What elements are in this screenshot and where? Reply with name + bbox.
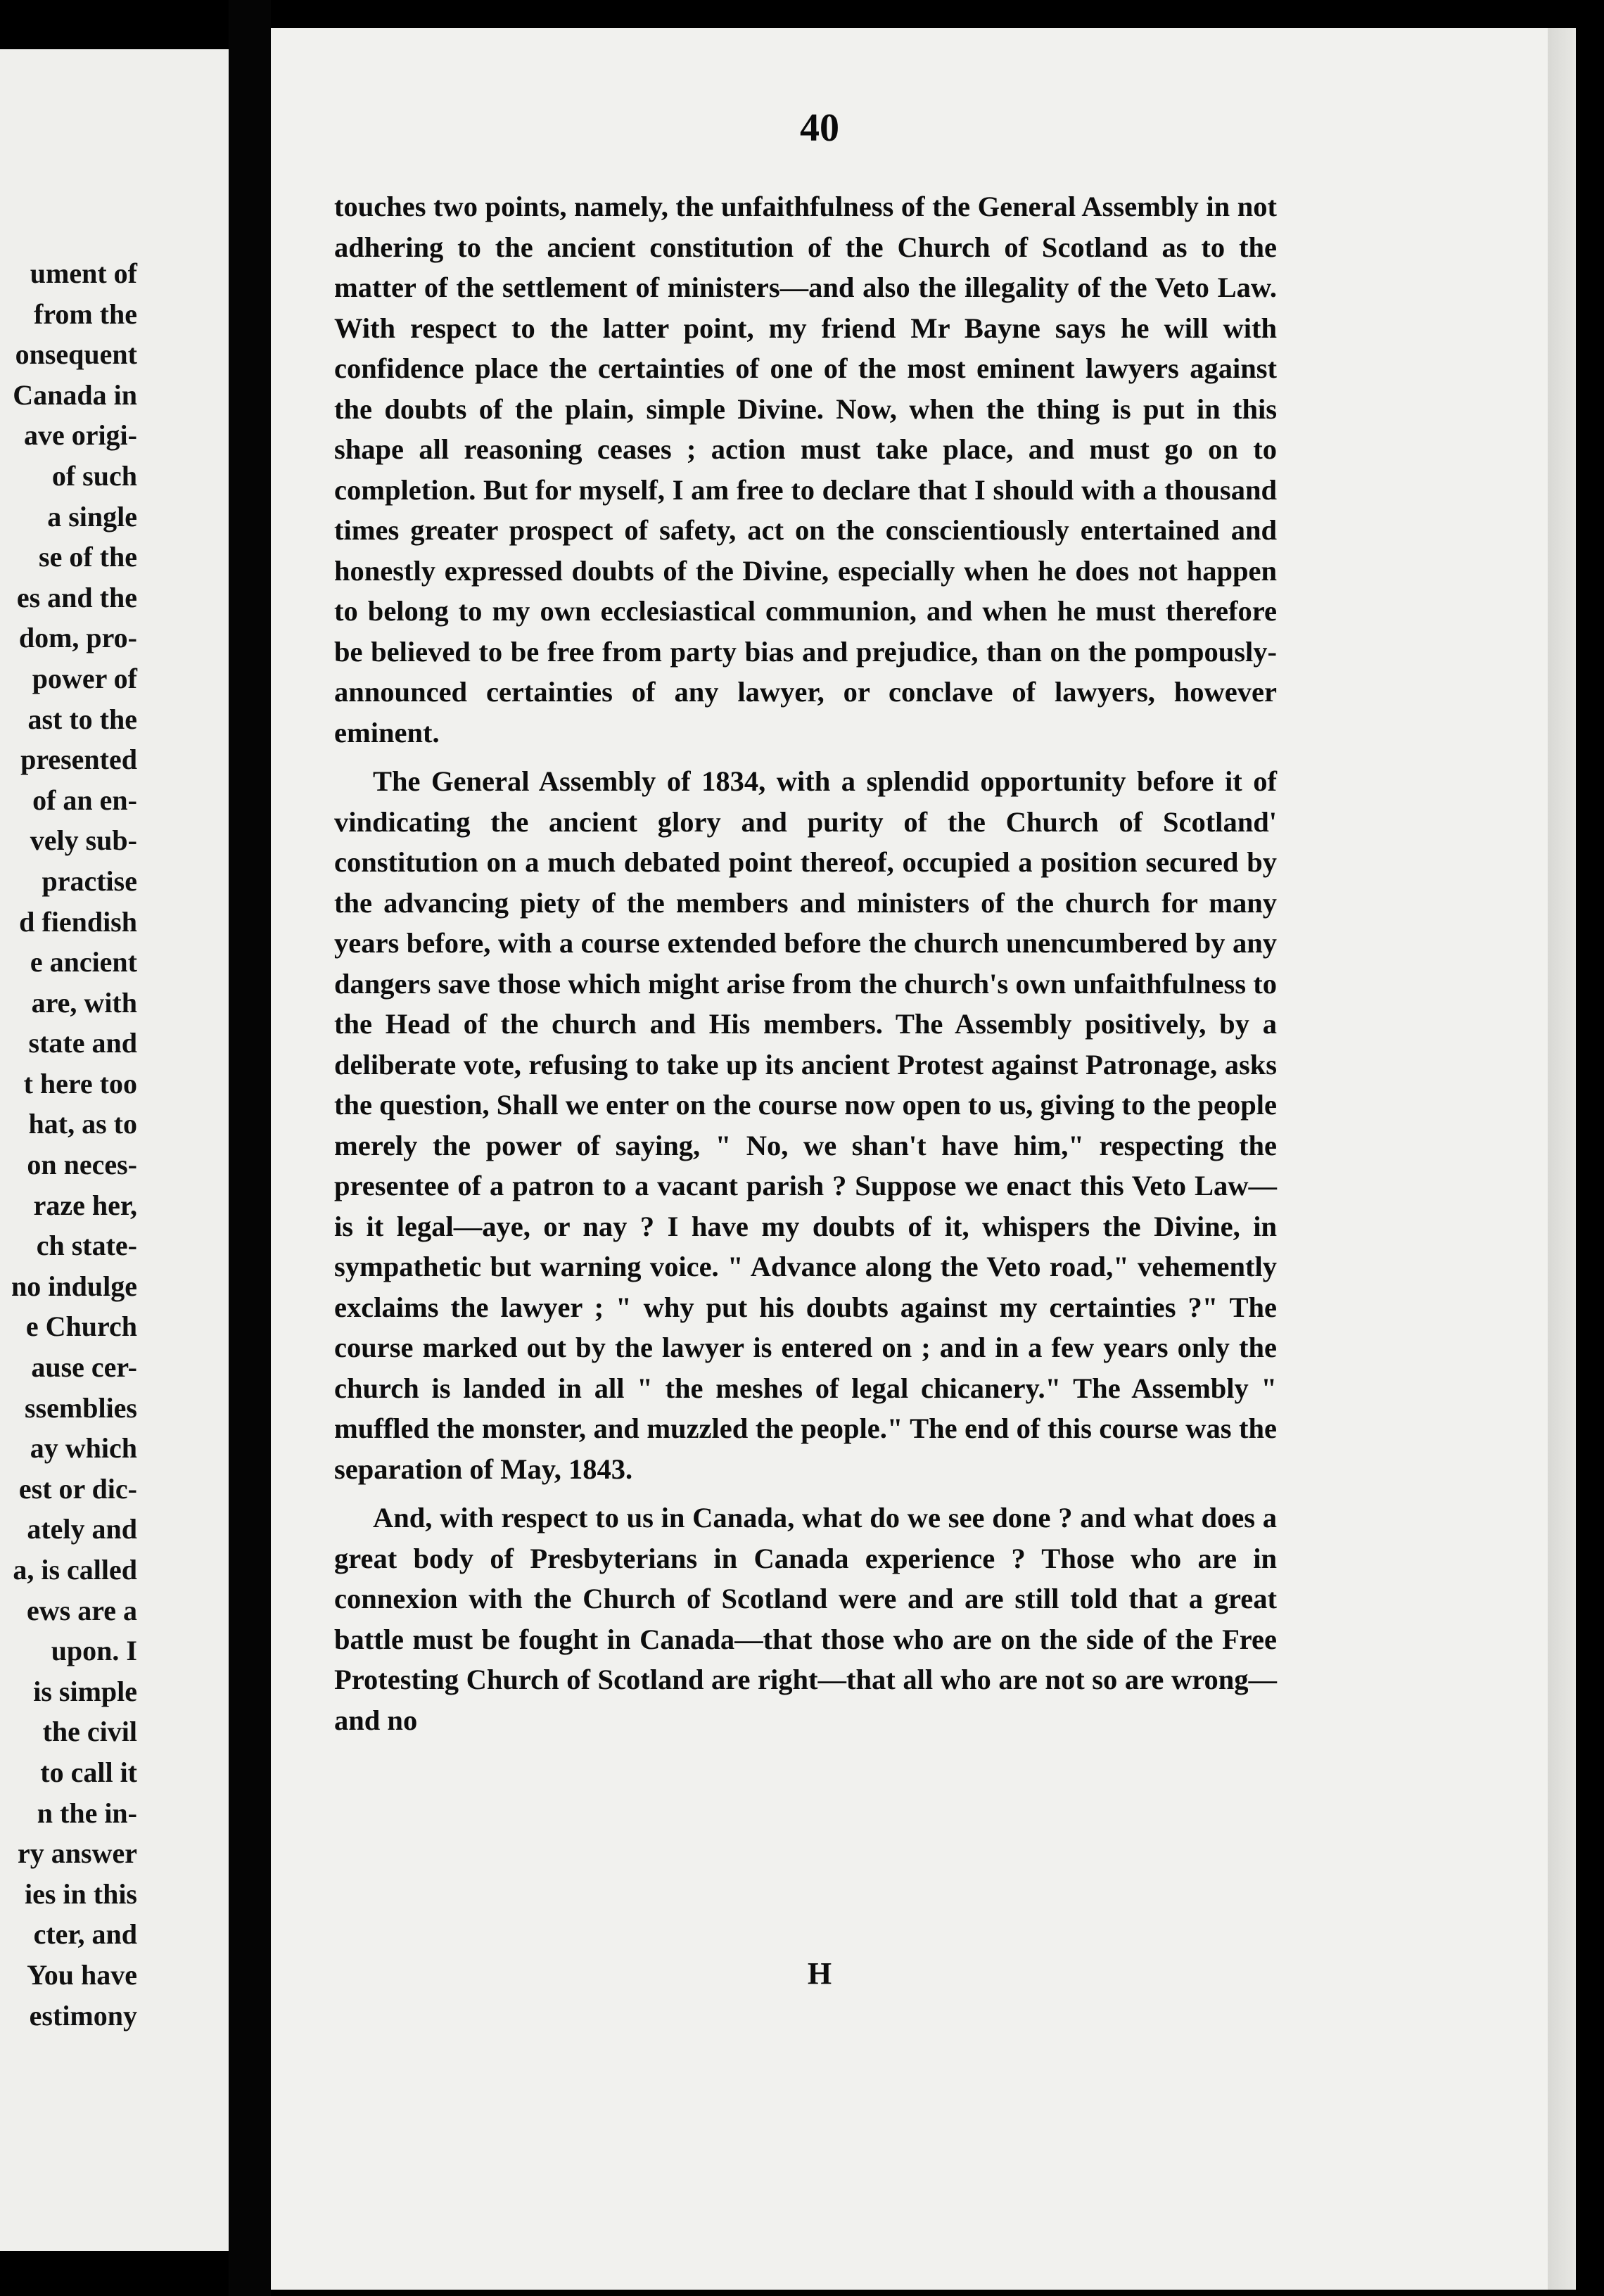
facing-page-line: onsequent bbox=[15, 338, 137, 371]
facing-page-line: the civil bbox=[42, 1716, 137, 1748]
facing-page-line: ch state- bbox=[36, 1230, 137, 1262]
facing-page-line: vely sub- bbox=[30, 824, 137, 857]
facing-page-fragment bbox=[0, 49, 229, 2251]
facing-page-line: Canada in bbox=[13, 378, 137, 411]
facing-page-line: no indulge bbox=[11, 1270, 137, 1302]
facing-page-line: a single bbox=[47, 500, 137, 532]
main-page bbox=[271, 28, 1576, 2290]
facing-page-line: dom, pro- bbox=[18, 622, 137, 654]
facing-page-line: n the in- bbox=[37, 1797, 137, 1829]
facing-page-line: es and the bbox=[16, 581, 137, 613]
facing-page-line: e Church bbox=[25, 1310, 137, 1343]
page-gutter bbox=[229, 0, 271, 2296]
facing-page-line: presented bbox=[20, 744, 137, 776]
facing-page-line: to call it bbox=[40, 1756, 137, 1788]
facing-page-line: t here too bbox=[23, 1067, 137, 1099]
facing-page-line: ast to the bbox=[27, 703, 137, 735]
facing-page-line: cter, and bbox=[33, 1918, 137, 1951]
facing-page-line: d fiendish bbox=[19, 905, 137, 938]
facing-page-line: ument of bbox=[30, 257, 137, 289]
body-text bbox=[334, 186, 1277, 1749]
facing-page-line: e ancient bbox=[30, 946, 137, 978]
facing-page-line: upon. I bbox=[51, 1635, 137, 1667]
paragraph-2: The General Assembly of 1834, with a splendid opportunity before it of vindicating the ancient glory and purity of the Church of Scotland' constitution on a much debated point thereof, occupied a position secured by the advancing piety of the members and ministers of the church for many years before, with a course extended before the church unencumbered by any dangers save those which might arise from the church's own unfaithfulness to the Head of the church and His members. The Assembly positively, by a deliberate vote, refusing to take up its ancient Protest against Patronage, asks the question, Shall we enter on the course now open to us, giving to the people merely the power of saying, " No, we shan't have him," respecting the presentee of a patron to a vacant parish ? Suppose we enact this Veto Law—is it legal—aye, or nay ? I have my doubts of it, whispers the Divine, in sympathetic but warning voice. " Advance along the Veto road," vehemently exclaims the lawyer ; " why put his doubts against my certainties ?" The course marked out by the lawyer is entered on ; and in a few years only the church is landed in all " the meshes of legal chicanery." The Assembly " muffled the monster, and muzzled the people." The end of this course was the separation of May, 1843. bbox=[334, 765, 1277, 1485]
signature-mark: H bbox=[807, 1956, 832, 1991]
facing-page-line: ssemblies bbox=[25, 1391, 137, 1424]
facing-page-line: ry answer bbox=[18, 1837, 137, 1870]
facing-page-line: state and bbox=[28, 1027, 137, 1059]
facing-page-line: of an en- bbox=[32, 784, 137, 816]
facing-page-line: are, with bbox=[31, 986, 137, 1019]
page-edge bbox=[1548, 28, 1576, 2290]
facing-page-line: power of bbox=[32, 662, 137, 694]
facing-page-line: a, is called bbox=[13, 1554, 137, 1586]
facing-page-line: est or dic- bbox=[18, 1472, 137, 1505]
facing-page-line: You have bbox=[27, 1958, 137, 1991]
facing-page-line: from the bbox=[34, 298, 137, 330]
facing-page-line: ay which bbox=[30, 1432, 137, 1465]
facing-page-line: ies in this bbox=[24, 1877, 137, 1910]
facing-page-line: practise bbox=[42, 865, 137, 897]
facing-page-line: ave origi- bbox=[23, 419, 137, 452]
facing-page-line: ews are a bbox=[27, 1594, 137, 1626]
facing-page-text bbox=[0, 253, 229, 2036]
facing-page-line: hat, as to bbox=[28, 1108, 137, 1140]
facing-page-line: of such bbox=[51, 459, 137, 492]
facing-page-line: is simple bbox=[33, 1675, 137, 1707]
facing-page-line: estimony bbox=[29, 1999, 137, 2032]
page-number: 40 bbox=[800, 106, 839, 150]
facing-page-line: ause cer- bbox=[31, 1351, 137, 1384]
facing-page-line: on neces- bbox=[27, 1149, 137, 1181]
facing-page-line: ately and bbox=[27, 1513, 137, 1545]
paragraph-1: touches two points, namely, the unfaithfulness of the General Assembly in not adhering to the ancient constitution of the Church of Scotland as to the matter of the settlement of ministers—and also the illegality of the Veto Law. With respect to the latter point, my friend Mr Bayne says he will with confidence place the certainties of one of the most eminent lawyers against the doubts of the plain, simple Divine. Now, when the thing is put in this shape all reasoning ceases ; action must take place, and must go on to completion. But for myself, I am free to declare that I should with a thousand times greater prospect of safety, act on the conscientiously entertained and honestly expressed doubts of the Divine, especially when he does not happen to belong to my own ecclesiastical communion, and when he must therefore be believed to be free from party bias and prejudice, than on the pompously-announced certainties of any lawyer, or conclave of lawyers, however eminent. bbox=[334, 191, 1277, 748]
facing-page-line: raze her, bbox=[33, 1189, 137, 1221]
facing-page-line: se of the bbox=[39, 541, 137, 573]
paragraph-3: And, with respect to us in Canada, what do we see done ? and what does a great body of Presbyterians in Canada experience ? Those who are in connexion with the Church of Scotland were and are still told that a great battle must be fought in Canada—that those who are on the side of the Free Protesting Church of Scotland are right—that all who are not so are wrong—and no bbox=[334, 1502, 1277, 1736]
